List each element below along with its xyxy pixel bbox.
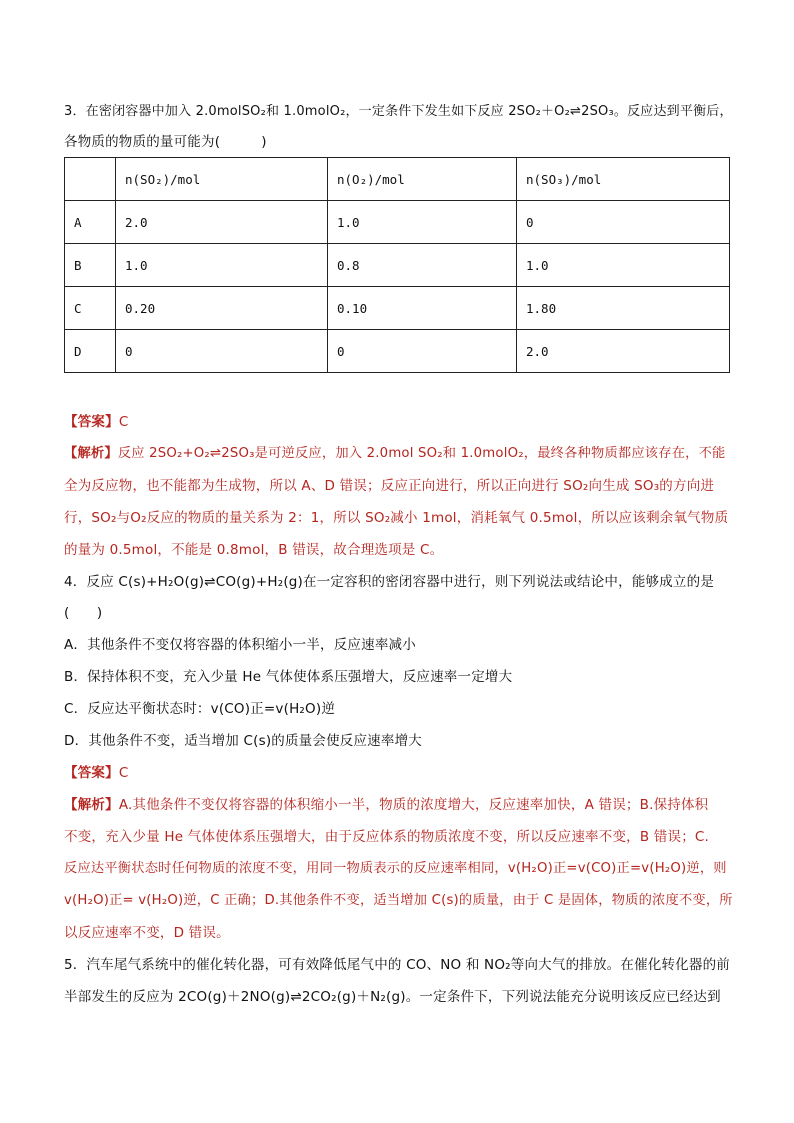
q4-option-a: A．其他条件不变仅将容器的体积缩小一半，反应速率减小 xyxy=(64,637,416,653)
table-cell: 1.80 xyxy=(517,287,730,330)
q3-stem-line2: 各物质的物质的量可能为( ) xyxy=(64,134,267,150)
table-cell: 1.0 xyxy=(517,244,730,287)
table-cell: 0 xyxy=(116,330,328,373)
q4-option-b: B．保持体积不变，充入少量 He 气体使体系压强增大，反应速率一定增大 xyxy=(64,669,513,685)
q4-stem-line1: 4．反应 C(s)+H₂O(g)⇌CO(g)+H₂(g)在一定容积的密闭容器中进行，则下列说法或结论中，能够成立的是 xyxy=(64,574,715,590)
table-cell: 0 xyxy=(328,330,517,373)
q3-analysis-line1 xyxy=(64,438,732,470)
table-cell: 2.0 xyxy=(116,201,328,244)
table-cell: 1.0 xyxy=(328,201,517,244)
q3-answer xyxy=(64,406,732,438)
table-header-cell: n(SO₃)/mol xyxy=(517,158,730,201)
q4-analysis-line1 xyxy=(64,789,732,821)
q3-analysis-line2: 全为反应物，也不能都为生成物，所以 A、D 错误；反应正向进行，所以正向进行 SO₂向生成 SO₃的方向进 xyxy=(64,478,715,494)
table-header-cell: n(SO₂)/mol xyxy=(116,158,328,201)
q4-analysis-line3: 反应达平衡状态时任何物质的浓度不变，用同一物质表示的反应速率相同，v(H₂O)正=v(CO)正=v(H₂O)逆，则 xyxy=(64,861,727,876)
q4-option-c: C．反应达平衡状态时：v(CO)正=v(H₂O)逆 xyxy=(64,701,336,717)
q5-stem-line1: 5．汽车尾气系统中的催化转化器，可有效降低尾气中的 CO、NO 和 NO₂等向大气的排放。在催化转化器的前 xyxy=(64,957,730,973)
table-cell: 2.0 xyxy=(517,330,730,373)
table-cell: 1.0 xyxy=(116,244,328,287)
table-header-cell: n(O₂)/mol xyxy=(328,158,517,201)
analysis-text: 反应 2SO₂+O₂⇌2SO₃是可逆反应，加入 2.0mol SO₂和 1.0molO₂，最终各种物质都应该存在，不能 xyxy=(117,446,726,461)
q3-analysis-line4: 的量为 0.5mol，不能是 0.8mol，B 错误，故合理选项是 C。 xyxy=(64,542,444,558)
q4-stem-line2: ( ) xyxy=(64,605,103,621)
q3-options-table xyxy=(64,157,730,373)
table-cell: A xyxy=(65,201,116,244)
q3-analysis-line3: 行，SO₂与O₂反应的物质的量关系为 2：1，所以 SO₂减小 1mol，消耗氧气 0.5mol，所以应该剩余氧气物质 xyxy=(64,510,729,526)
analysis-label: 【解析】 xyxy=(64,797,119,813)
q4-answer xyxy=(64,757,732,789)
analysis-text: A.其他条件不变仅将容器的体积缩小一半，物质的浓度增大，反应速率加快，A 错误；B.保持体积 xyxy=(118,797,709,813)
answer-value: C xyxy=(118,765,129,781)
q4-analysis-line2: 不变，充入少量 He 气体使体系压强增大，由于反应体系的物质浓度不变，所以反应速率不变，B 错误；C. xyxy=(64,829,710,845)
answer-label: 【答案】 xyxy=(64,414,119,430)
table-cell: 0.20 xyxy=(116,287,328,330)
table-row xyxy=(65,201,730,244)
table-row xyxy=(65,244,730,287)
q3-stem-line1: 3．在密闭容器中加入 2.0molSO₂和 1.0molO₂，一定条件下发生如下反应 2SO₂＋O₂⇌2SO₃。反应达到平衡后， xyxy=(64,104,733,119)
q5-stem-line2: 半部发生的反应为 2CO(g)＋2NO(g)⇌2CO₂(g)＋N₂(g)。一定条件下，下列说法能充分说明该反应已经达到 xyxy=(64,989,721,1005)
table-cell: D xyxy=(65,330,116,373)
table-cell: 0.10 xyxy=(328,287,517,330)
table-cell: 0 xyxy=(517,201,730,244)
table-header-cell xyxy=(65,158,116,201)
table-header-row xyxy=(65,158,730,201)
table-cell: 0.8 xyxy=(328,244,517,287)
q4-option-d: D．其他条件不变，适当增加 C(s)的质量会使反应速率增大 xyxy=(64,733,422,749)
table-cell: B xyxy=(65,244,116,287)
table-row xyxy=(65,330,730,373)
answer-label: 【答案】 xyxy=(64,765,119,781)
q4-analysis-line5: 以反应速率不变，D 错误。 xyxy=(64,925,230,941)
table-cell: C xyxy=(65,287,116,330)
table-row xyxy=(65,287,730,330)
analysis-label: 【解析】 xyxy=(64,446,118,461)
answer-value: C xyxy=(118,414,129,430)
q4-analysis-line4: v(H₂O)正= v(H₂O)逆，C 正确；D.其他条件不变，适当增加 C(s)的质量，由于 C 是固体，物质的浓度不变，所 xyxy=(64,893,733,908)
